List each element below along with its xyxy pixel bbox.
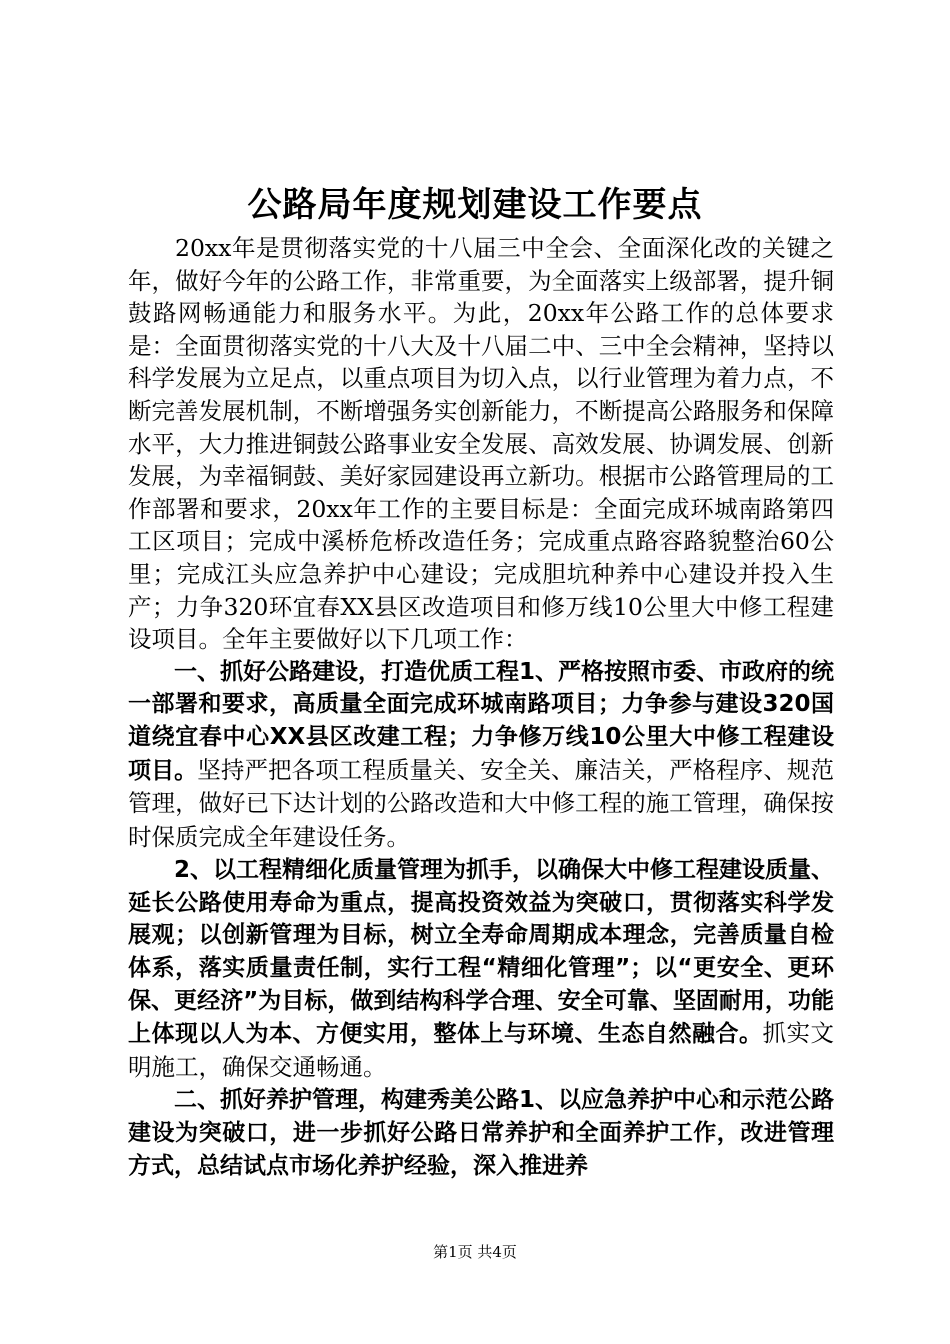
- section-1-paragraph: [128, 656, 834, 855]
- intro-paragraph: 20xx年是贯彻落实党的十八届三中全会、全面深化改的关键之年，做好今年的公路工作，非常重要，为全面落实上级部署，提升铜鼓路网畅通能力和服务水平。为此，20xx年公路工作的总体要求是：全面贯彻落实党的十八大及十八届二中、三中全会精神，坚持以科学发展为立足点，以重点项目为切入点，以行业管理为着力点，不断完善发展机制，不断增强务实创新能力，不断提高公路服务和保障水平，大力推进铜鼓公路事业安全发展、高效发展、协调发展、创新发展，为幸福铜鼓、美好家园建设再立新功。根据市公路管理局的工作部署和要求，20xx年工作的主要目标是：全面完成环城南路第四工区项目；完成中溪桥危桥改造任务；完成重点路容路貌整治60公里；完成江头应急养护中心建设；完成胆坑种养中心建设并投入生产；力争320环宜春XX县区改造项目和修万线10公里大中修工程建设项目。全年主要做好以下几项工作：: [128, 234, 834, 654]
- section-2-heading-text: 2、以工程精细化质量管理为抓手，以确保大中修工程建设质量、延长公路使用寿命为重点，提高投资效益为突破口，贯彻落实科学发展观；以创新管理为目标，树立全寿命周期成本理念，完善质量自检体系，落实质量责任制，实行工程“精细化管理”；以“更安全、更环保、更经济”为目标，做到结构科学合理、安全可靠、坚固耐用，功能上体现以人为本、方便实用，整体上与环境、生态自然融合。: [128, 857, 835, 1048]
- section-1-heading-text: 一、抓好公路建设，打造优质工程1、严格按照市委、市政府的统一部署和要求，高质量全面完成环城南路项目；力争参与建设320国道绕宜春中心XX县区改建工程；力争修万线10公里大中修工程建设项目。: [128, 658, 835, 784]
- page-footer: 第1页 共4页: [433, 1243, 517, 1261]
- document-body: [128, 232, 834, 1182]
- section-2-body-text: 抓实文明施工，确保交通畅通。: [128, 1019, 834, 1081]
- section-1-body-text: 坚持严把各项工程质量关、安全关、廉洁关，严格程序、规范管理，做好已下达计划的公路改造和大中修工程的施工管理，确保按时保质完成全年建设任务。: [128, 755, 835, 851]
- document-title: 公路局年度规划建设工作要点: [247, 185, 703, 225]
- section-2-paragraph: [128, 854, 834, 1084]
- section-3-heading-text: 二、抓好养护管理，构建秀美公路1、以应急养护中心和示范公路建设为突破口，进一步抓好公路日常养护和全面养护工作，改进管理方式，总结试点市场化养护经验，深入推进养: [128, 1087, 835, 1179]
- section-3-paragraph: [128, 1084, 834, 1182]
